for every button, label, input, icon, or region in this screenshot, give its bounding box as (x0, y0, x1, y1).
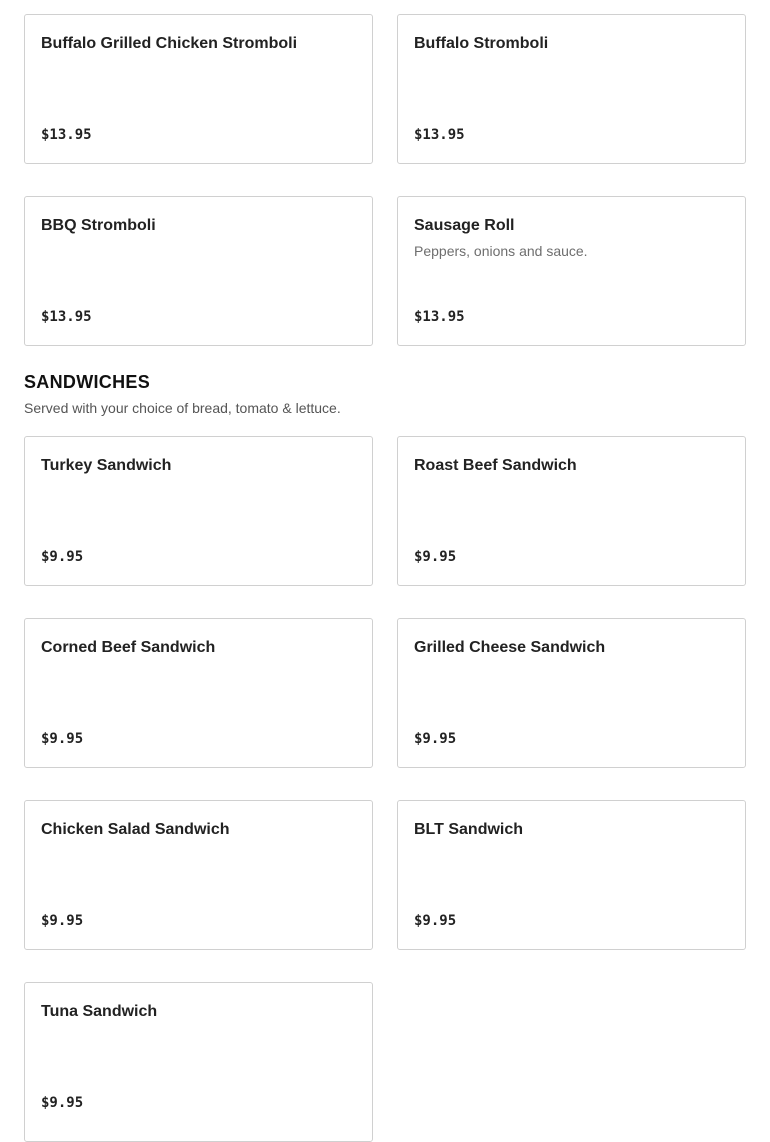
item-price: $9.95 (414, 913, 457, 929)
menu-item-card[interactable] (24, 982, 373, 1142)
section-title: SANDWICHES (24, 372, 151, 392)
stromboli-grid (24, 14, 746, 346)
menu-item-card[interactable] (397, 436, 746, 586)
item-price: $9.95 (414, 731, 457, 747)
item-price: $9.95 (41, 731, 84, 747)
item-name: Buffalo Grilled Chicken Stromboli (41, 35, 298, 52)
menu-item-card[interactable] (24, 800, 373, 950)
item-price: $9.95 (41, 913, 84, 929)
item-name: Chicken Salad Sandwich (41, 821, 230, 838)
item-price: $9.95 (41, 549, 84, 565)
item-description: Peppers, onions and sauce. (414, 243, 588, 259)
item-price: $9.95 (414, 549, 457, 565)
item-name: BLT Sandwich (414, 821, 524, 838)
item-price: $13.95 (41, 127, 92, 143)
item-name: Buffalo Stromboli (414, 35, 549, 52)
menu-item-card[interactable] (24, 14, 373, 164)
item-price: $9.95 (41, 1095, 84, 1111)
menu-item-card[interactable] (397, 196, 746, 346)
item-name: Turkey Sandwich (41, 457, 172, 474)
item-name: Tuna Sandwich (41, 1003, 158, 1020)
item-name: Roast Beef Sandwich (414, 457, 577, 474)
menu-item-card[interactable] (397, 800, 746, 950)
menu-item-card[interactable] (24, 196, 373, 346)
menu-item-card[interactable] (24, 436, 373, 586)
item-price: $13.95 (414, 127, 465, 143)
menu-item-card[interactable] (397, 618, 746, 768)
sandwiches-grid (24, 436, 746, 1142)
item-name: Corned Beef Sandwich (41, 639, 216, 656)
item-price: $13.95 (414, 309, 465, 325)
item-price: $13.95 (41, 309, 92, 325)
section-description: Served with your choice of bread, tomato & lettuce. (24, 400, 341, 416)
item-name: BBQ Stromboli (41, 217, 156, 234)
menu-item-card[interactable] (24, 618, 373, 768)
item-name: Sausage Roll (414, 217, 515, 234)
item-name: Grilled Cheese Sandwich (414, 639, 606, 656)
menu-item-card[interactable] (397, 14, 746, 164)
